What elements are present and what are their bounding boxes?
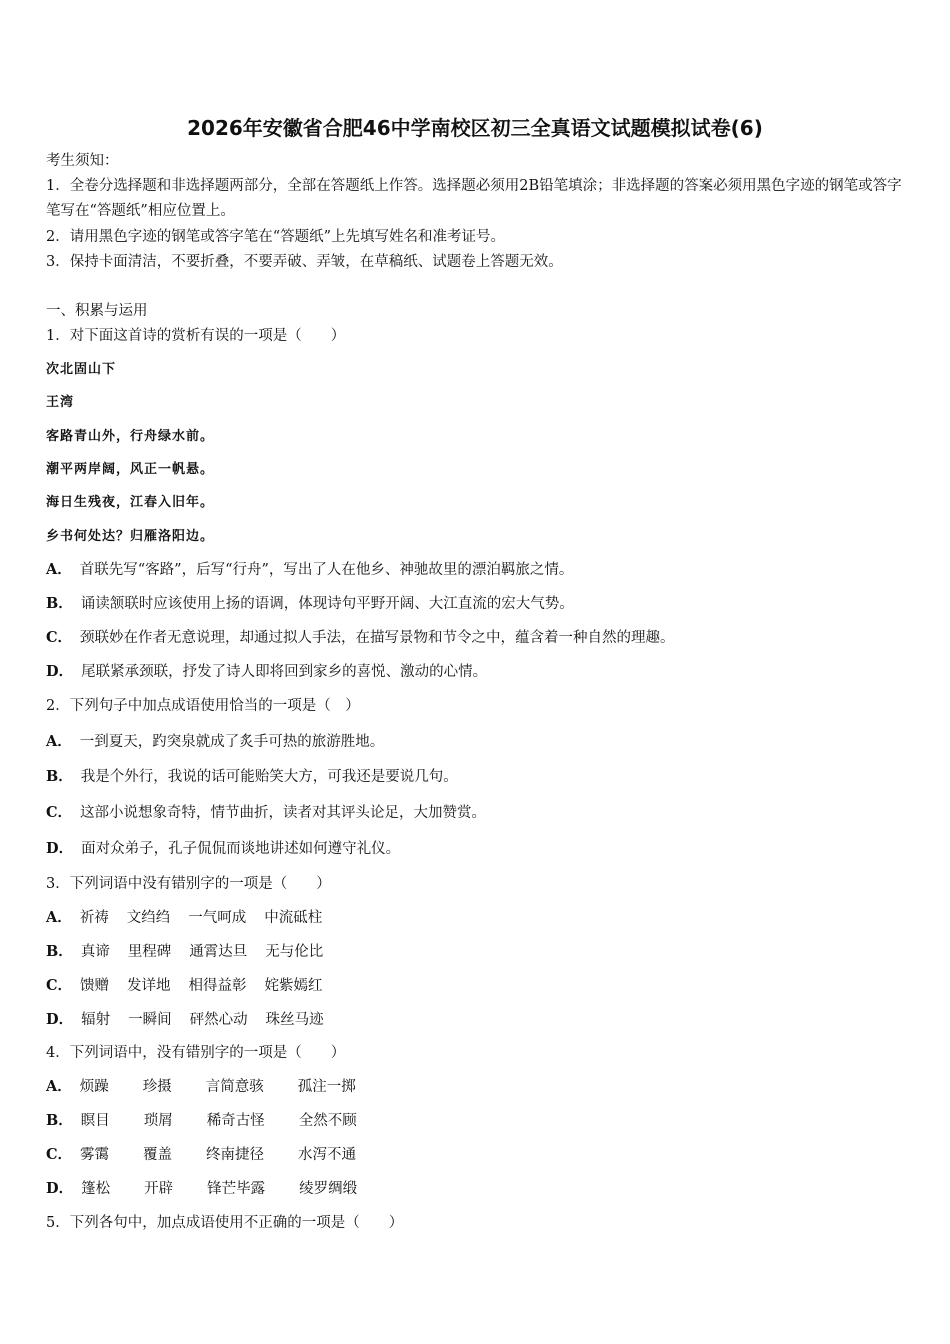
poem-line: 海日生残夜，江春入旧年。 [46,495,215,510]
option-letter: C． [46,804,73,821]
option-text: 尾联紧承颈联，抒发了诗人即将回到家乡的喜悦、激动的心情。 [81,664,488,680]
option-word: 里程碑 [127,944,172,960]
option-word: 篷松 [81,1181,111,1197]
question-1-stem: 1．对下面这首诗的赏析有误的一项是（ ） [46,328,346,344]
option-text: 首联先写“客路”，后写“行舟”，写出了人在他乡、神驰故里的漂泊羁旅之情。 [79,562,574,578]
option-letter: A． [46,733,72,750]
option-word: 绫罗绸缎 [299,1181,358,1197]
question-5-stem: 5．下列各句中，加点成语使用不正确的一项是（ ） [46,1215,404,1231]
option-word: 相得益彰 [188,978,247,994]
option-letter: D． [46,1011,74,1028]
page-title: 2026年安徽省合肥46中学南校区初三全真语文试题模拟试卷(6) [187,116,763,140]
option-letter: B． [46,943,73,960]
option-word: 砰然心动 [189,1012,248,1028]
option-letter: D． [46,663,74,680]
q3-option-a [46,908,340,928]
option-text: 我是个外行，我说的话可能贻笑大方，可我还是要说几句。 [80,769,458,785]
q4-option-d [46,1179,375,1199]
option-text: 诵读颔联时应该使用上扬的语调，体现诗句平野开阔、大江直流的宏大气势。 [80,596,574,612]
notice-item-2: 2．请用黑色字迹的钢笔或答字笔在“答题纸”上先填写姓名和准考证号。 [46,229,506,245]
option-word: 珍摄 [142,1079,172,1095]
option-word: 姹紫嫣红 [264,978,323,994]
poem-title: 次北固山下 [46,362,117,377]
option-word: 琐屑 [143,1113,173,1129]
option-word: 覆盖 [143,1147,173,1163]
option-word: 稀奇古怪 [206,1113,265,1129]
q3-option-c [46,976,341,996]
option-letter: A． [46,909,72,926]
option-letter: C． [46,1146,73,1163]
poem-author: 王湾 [46,395,75,410]
option-word: 无与伦比 [265,944,324,960]
option-letter: B． [46,595,73,612]
poem-line: 乡书何处达？归雁洛阳边。 [46,529,215,544]
q3-option-d [46,1010,342,1030]
q2-option-c [46,803,486,823]
option-word: 锋芒毕露 [207,1181,266,1197]
option-word: 发详地 [127,978,171,994]
option-letter: B． [46,768,73,785]
option-letter: B． [46,1112,73,1129]
option-letter: C． [46,977,73,994]
q4-option-c [46,1145,374,1165]
option-text: 这部小说想象奇特，情节曲折，读者对其评头论足，大加赞赏。 [80,805,487,821]
notice-heading: 考生须知： [46,153,119,169]
option-word: 中流砥柱 [264,910,323,926]
option-text: 颈联妙在作者无意说理，却通过拟人手法，在描写景物和节令之中，蕴含着一种自然的理趣。 [80,630,675,646]
option-text: 面对众弟子，孔子侃侃而谈地讲述如何遵守礼仪。 [81,841,401,857]
option-letter: A． [46,561,72,578]
option-word: 真谛 [80,944,110,960]
option-letter: D． [46,840,74,857]
option-word: 一瞬间 [128,1012,172,1028]
option-word: 瞑目 [80,1113,110,1129]
option-letter: C． [46,629,73,646]
option-word: 雾霭 [80,1147,110,1163]
option-word: 烦躁 [79,1079,109,1095]
section-heading: 一、积累与运用 [46,303,148,319]
option-word: 馈赠 [80,978,110,994]
q4-option-a [46,1077,374,1097]
q2-option-b [46,767,458,787]
option-word: 文绉绉 [126,910,171,926]
option-word: 终南捷径 [206,1147,265,1163]
question-3-stem: 3．下列词语中没有错别字的一项是（ ） [46,876,331,892]
q1-option-c [46,628,675,648]
q1-option-d [46,662,487,682]
notice-item-3: 3．保持卡面清洁，不要折叠，不要弄破、弄皱，在草稿纸、试题卷上答题无效。 [46,254,563,270]
option-word: 辐射 [81,1012,111,1028]
question-4-stem: 4．下列词语中，没有错别字的一项是（ ） [46,1045,346,1061]
option-word: 通霄达旦 [189,944,248,960]
q4-option-b [46,1111,375,1131]
option-letter: A． [46,1078,72,1095]
option-word: 言简意骇 [205,1079,264,1095]
question-2-stem: 2．下列句子中加点成语使用恰当的一项是（ ） [46,698,360,714]
q1-option-b [46,594,574,614]
option-word: 一气呵成 [188,910,247,926]
q1-option-a [46,560,573,580]
option-word: 祈祷 [79,910,109,926]
q2-option-d [46,839,400,859]
q3-option-b [46,942,341,962]
q2-option-a [46,732,384,752]
option-word: 珠丝马迹 [265,1012,324,1028]
option-word: 水泻不通 [298,1147,357,1163]
poem-line: 客路青山外，行舟绿水前。 [46,429,215,444]
notice-item-1: 1．全卷分选择题和非选择题两部分，全部在答题纸上作答。选择题必须用2B铅笔填涂；非选择题的答案必须用黑色字迹的钢笔或答字笔写在“答题纸”相应位置上。 [46,178,902,219]
poem-line: 潮平两岸阔，风正一帆悬。 [46,462,215,477]
option-text: 一到夏天，趵突泉就成了炙手可热的旅游胜地。 [79,734,385,750]
option-word: 孤注一掷 [297,1079,356,1095]
option-word: 开辟 [144,1181,174,1197]
option-word: 全然不顾 [298,1113,357,1129]
option-letter: D． [46,1180,74,1197]
